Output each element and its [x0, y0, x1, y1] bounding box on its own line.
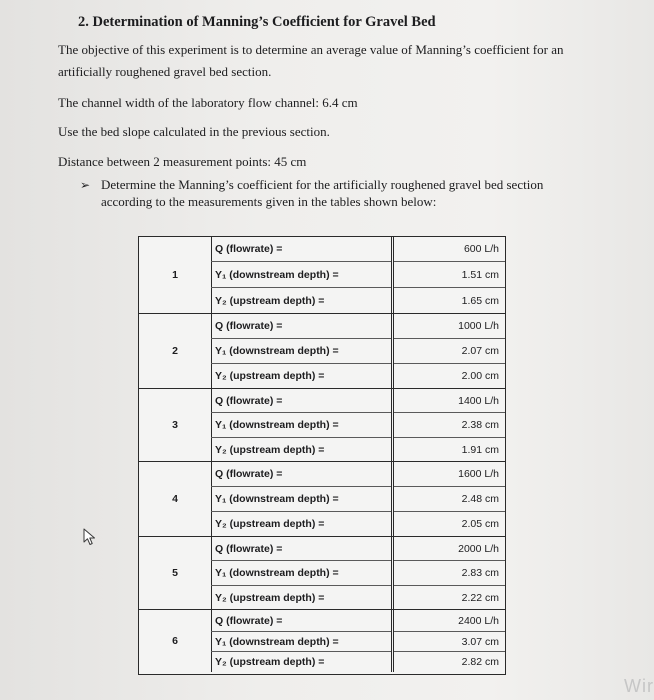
upstream-depth-label: Y₂ (upstream depth) = [215, 656, 325, 668]
downstream-depth-value: 3.07 cm [394, 632, 505, 652]
flowrate-value: 2000 L/h [394, 537, 505, 561]
value-column [394, 610, 505, 672]
upstream-depth-label: Y₂ (upstream depth) = [215, 591, 325, 604]
objective-paragraph: The objective of this experiment is to determine an average value of Manning’s coefficient for an artificially roughened gravel bed section. [58, 42, 564, 79]
bullet-instruction: Determine the Manning’s coefficient for the artificially roughened gravel bed section according to the measurements given in the tables shown below: [101, 177, 544, 209]
downstream-depth-label: Y₁ (downstream depth) = [211, 413, 391, 438]
downstream-depth-label: Y₁ (downstream depth) = [211, 339, 391, 364]
mouse-pointer-icon [82, 528, 98, 546]
downstream-depth-value: 2.83 cm [394, 561, 505, 586]
upstream-depth-value: 2.22 cm [461, 591, 499, 604]
downstream-depth-value: 2.38 cm [394, 413, 505, 438]
upstream-depth-value: 2.82 cm [461, 656, 499, 668]
flowrate-value: 600 L/h [394, 237, 505, 262]
table-group-4 [139, 462, 505, 537]
group-number: 5 [139, 537, 212, 609]
downstream-depth-value: 1.51 cm [394, 262, 505, 288]
upstream-depth-value: 1.91 cm [461, 443, 499, 456]
upstream-depth-label: Y₂ (upstream depth) = [215, 370, 325, 382]
distance-paragraph: Distance between 2 measurement points: 45 cm [58, 154, 307, 169]
flowrate-label: Q (flowrate) = [211, 537, 391, 561]
label-column [211, 389, 394, 461]
upstream-depth-value: 2.05 cm [461, 518, 499, 530]
watermark-text: Wir [624, 676, 654, 696]
label-column [211, 237, 394, 313]
label-column [211, 537, 394, 609]
flowrate-label: Q (flowrate) = [211, 237, 391, 262]
value-column [394, 537, 505, 609]
flowrate-value: 2400 L/h [394, 610, 505, 632]
value-column [394, 314, 505, 388]
downstream-depth-label: Y₁ (downstream depth) = [211, 561, 391, 586]
flowrate-label: Q (flowrate) = [211, 389, 391, 413]
flowrate-value: 1600 L/h [394, 462, 505, 487]
upstream-depth-value: 2.00 cm [461, 370, 499, 382]
measurements-table [138, 236, 506, 675]
table-group-5 [139, 537, 505, 610]
upstream-depth-label: Y₂ (upstream depth) = [215, 294, 325, 307]
group-number: 3 [139, 389, 212, 461]
section-heading: 2. Determination of Manning’s Coefficient for Gravel Bed [78, 14, 436, 30]
downstream-depth-value: 2.07 cm [394, 339, 505, 364]
downstream-depth-label: Y₁ (downstream depth) = [211, 262, 391, 288]
upstream-depth-label: Y₂ (upstream depth) = [215, 518, 325, 530]
value-column [394, 389, 505, 461]
group-number: 2 [139, 314, 212, 388]
flowrate-label: Q (flowrate) = [211, 610, 391, 632]
table-group-1 [139, 237, 505, 314]
label-column [211, 610, 394, 672]
flowrate-value: 1400 L/h [394, 389, 505, 413]
downstream-depth-value: 2.48 cm [394, 487, 505, 512]
table-group-6 [139, 610, 505, 672]
group-number: 4 [139, 462, 212, 536]
upstream-depth-value: 1.65 cm [461, 294, 499, 307]
downstream-depth-label: Y₁ (downstream depth) = [211, 487, 391, 512]
flowrate-label: Q (flowrate) = [211, 314, 391, 339]
value-column [394, 462, 505, 536]
bullet-arrow-icon: ➢ [80, 178, 91, 192]
channel-width-paragraph: The channel width of the laboratory flow channel: 6.4 cm [58, 95, 358, 110]
group-number: 6 [139, 610, 212, 672]
upstream-depth-label: Y₂ (upstream depth) = [215, 443, 325, 456]
table-group-3 [139, 389, 505, 462]
downstream-depth-label: Y₁ (downstream depth) = [211, 632, 391, 652]
group-number: 1 [139, 237, 212, 313]
table-group-2 [139, 314, 505, 389]
bed-slope-paragraph: Use the bed slope calculated in the previous section. [58, 124, 330, 139]
label-column [211, 462, 394, 536]
flowrate-value: 1000 L/h [394, 314, 505, 339]
label-column [211, 314, 394, 388]
flowrate-label: Q (flowrate) = [211, 462, 391, 487]
value-column [394, 237, 505, 313]
